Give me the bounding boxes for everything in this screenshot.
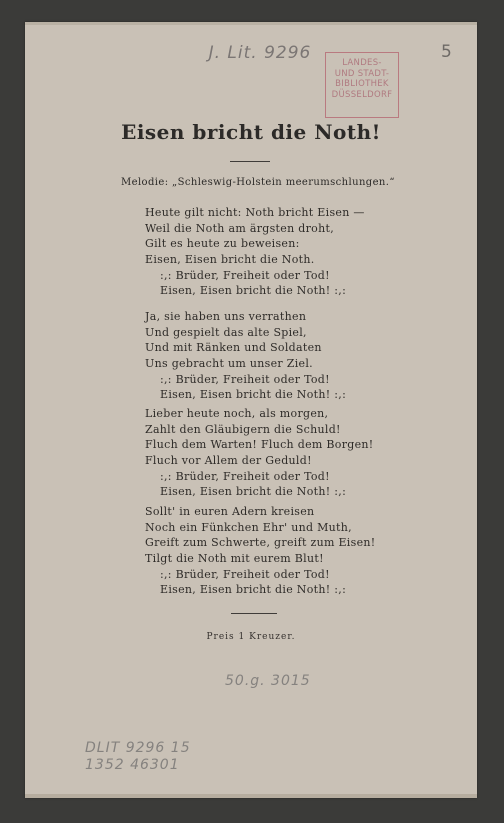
- refrain-line: :,: Brüder, Freiheit oder Tod!: [160, 567, 330, 581]
- melody-note: Melodie: „Schleswig-Holstein meerumschlungen.“: [121, 177, 395, 188]
- page-bottom-edge: [25, 794, 477, 798]
- refrain-line: Eisen, Eisen bricht die Noth! :,:: [160, 485, 347, 499]
- verse-line: Und gespielt das alte Spiel,: [145, 325, 307, 339]
- verse-line: Und mit Ränken und Soldaten: [145, 341, 322, 355]
- price-note: Preis 1 Kreuzer.: [206, 632, 296, 642]
- pencil-id-line: DLIT 9296 15: [85, 740, 191, 756]
- verse-line: Fluch dem Warten! Fluch dem Borgen!: [145, 438, 374, 452]
- verse-line: Noch ein Fünkchen Ehr' und Muth,: [145, 520, 352, 534]
- stanza-2: [145, 309, 445, 403]
- stanza-1: [145, 205, 445, 299]
- verse-line: Lieber heute noch, als morgen,: [145, 407, 329, 420]
- refrain-line: :,: Brüder, Freiheit oder Tod!: [160, 268, 330, 282]
- pencil-id-notes: [85, 740, 191, 774]
- verse-line: Eisen, Eisen bricht die Noth.: [145, 253, 315, 267]
- verse-line: Heute gilt nicht: Noth bricht Eisen —: [145, 206, 365, 219]
- pencil-call-number: 50.g. 3015: [225, 673, 311, 689]
- verse-line: Zahlt den Gläubigern die Schuld!: [145, 422, 341, 436]
- verse-line: Tilgt die Noth mit eurem Blut!: [145, 552, 324, 566]
- library-stamp: [325, 52, 399, 118]
- poem-title: Eisen bricht die Noth!: [121, 120, 381, 144]
- stamp-line: BIBLIOTHEK: [335, 79, 389, 89]
- document-page: [25, 22, 477, 798]
- verse-line: Sollt' in euren Adern kreisen: [145, 505, 315, 518]
- verse-line: Ja, sie haben uns verrathen: [145, 310, 307, 323]
- closing-divider: [231, 613, 277, 614]
- verse-line: Weil die Noth am ärgsten droht,: [145, 221, 334, 235]
- verse-line: Uns gebracht um unser Ziel.: [145, 357, 313, 371]
- refrain-line: :,: Brüder, Freiheit oder Tod!: [160, 469, 330, 483]
- verse-line: Gilt es heute zu beweisen:: [145, 237, 300, 251]
- pencil-id-line: 1352 46301: [85, 757, 180, 773]
- verse-line: Fluch vor Allem der Geduld!: [145, 454, 312, 468]
- stamp-line: UND STADT-: [334, 68, 390, 79]
- page-top-edge: [25, 22, 477, 25]
- stanza-4: [145, 504, 445, 598]
- refrain-line: Eisen, Eisen bricht die Noth! :,:: [160, 583, 347, 597]
- corner-page-number: 5: [441, 42, 452, 62]
- title-divider: [230, 161, 270, 162]
- stanza-3: [145, 406, 445, 500]
- refrain-line: Eisen, Eisen bricht die Noth! :,:: [160, 284, 347, 298]
- stamp-line: DÜSSELDORF: [331, 89, 393, 100]
- refrain-line: :,: Brüder, Freiheit oder Tod!: [160, 372, 330, 386]
- handwritten-shelfmark: J. Lit. 9296: [208, 43, 312, 63]
- refrain-line: Eisen, Eisen bricht die Noth! :,:: [160, 388, 347, 402]
- verse-line: Greift zum Schwerte, greift zum Eisen!: [145, 536, 376, 550]
- stamp-line: LANDES-: [342, 58, 382, 68]
